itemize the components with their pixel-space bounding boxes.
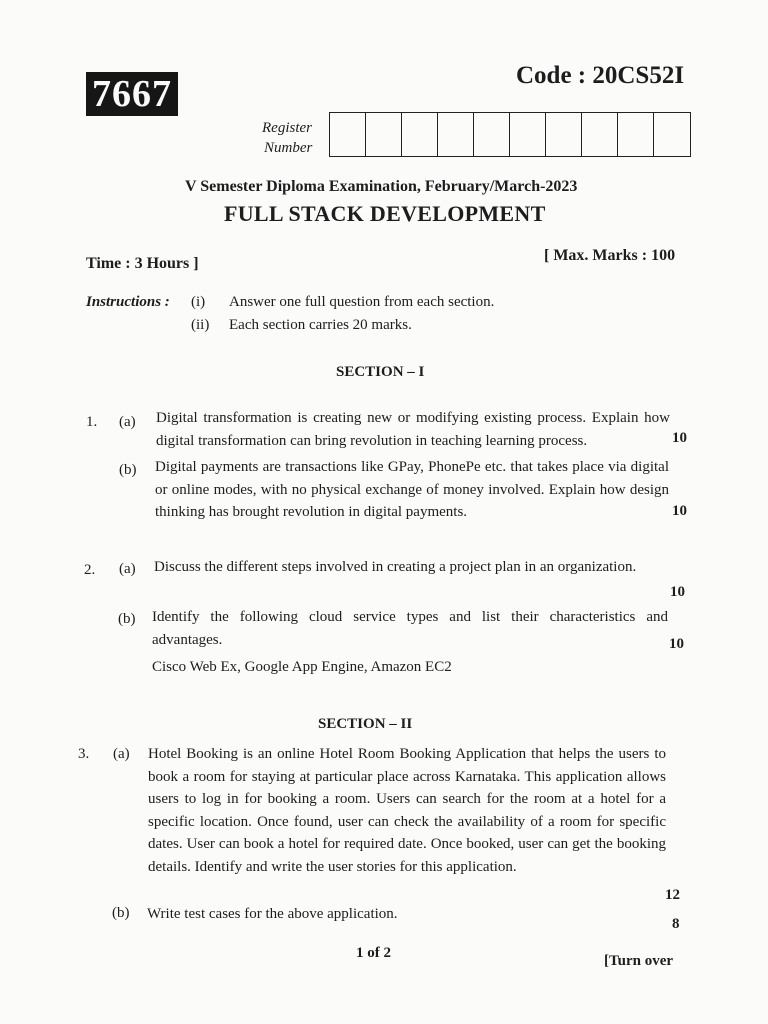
question-part-label: (a) [119, 561, 136, 577]
question-number: 3. [78, 746, 90, 762]
register-digit-box[interactable] [510, 113, 546, 156]
subject-title: FULL STACK DEVELOPMENT [224, 201, 546, 226]
register-digit-box[interactable] [402, 113, 438, 156]
question-marks: 8 [672, 916, 680, 932]
paper-code-badge: 7667 [86, 72, 178, 116]
question-marks: 10 [669, 636, 684, 652]
turn-over-note: [Turn over [604, 953, 674, 969]
course-code: Code : 20CS52I [516, 62, 685, 89]
question-text: Write test cases for the above application. [147, 906, 398, 922]
question-text: Identify the following cloud service types and list their characteristics and advantages. [152, 609, 668, 648]
question-text: Digital payments are transactions like GPay, PhonePe etc. that takes place via digital or online modes, with no physical exchange of money involved. Explain how design thinking has brought revolution in digital payments. [155, 459, 669, 520]
question-part-label: (b) [119, 462, 137, 478]
register-digit-box[interactable] [438, 113, 474, 156]
question-number: 2. [84, 562, 96, 578]
question-part-label: (b) [112, 905, 130, 921]
register-digit-box[interactable] [474, 113, 510, 156]
question-marks: 12 [665, 887, 680, 903]
question-part-label: (a) [113, 746, 130, 762]
question-number: 1. [86, 414, 98, 430]
question-text: Hotel Booking is an online Hotel Room Booking Application that helps the users to book a room for staying at particular place across Karnataka. This application allows users to log in for booking a room. Users can search for the room at a hotel for a specific location. Once found, user can check the availability of a room for specific dates. User can book a hotel for required date. Once booked, user can get the booking details. Identify and write the user stories for this application. [148, 746, 666, 875]
register-digit-box[interactable] [366, 113, 402, 156]
instructions-label: Instructions : [86, 294, 170, 310]
register-digit-box[interactable] [546, 113, 582, 156]
page-number: 1 of 2 [356, 945, 391, 961]
register-number-boxes[interactable] [329, 112, 691, 157]
time-allowed: Time : 3 Hours ] [86, 255, 199, 272]
register-digit-box[interactable] [330, 113, 366, 156]
section-title: SECTION – I [336, 364, 425, 380]
section-title: SECTION – II [318, 716, 413, 732]
question-text: Digital transformation is creating new or modifying existing process. Explain how digital transformation can bring revolution in teaching learning process. [156, 410, 670, 449]
question-part-label: (a) [119, 414, 136, 430]
question-marks: 10 [672, 430, 687, 446]
max-marks: [ Max. Marks : 100 [544, 247, 676, 264]
exam-title: V Semester Diploma Examination, February/March-2023 [185, 178, 578, 195]
question-extra-text: Cisco Web Ex, Google App Engine, Amazon EC2 [152, 659, 452, 675]
register-digit-box[interactable] [654, 113, 690, 156]
question-text: Discuss the different steps involved in creating a project plan in an organization. [154, 559, 637, 575]
question-marks: 10 [670, 584, 685, 600]
register-number-label: Register Number [262, 120, 313, 156]
register-digit-box[interactable] [618, 113, 654, 156]
register-digit-box[interactable] [582, 113, 618, 156]
exam-page: 7667 Code : 20CS52I Register Number V Semester Diploma Examination, February/March-2023 FULL STACK DEVELOPMENT Time : 3 Hours ] [ Max. Marks : 100 Instructions : (i) Answer one full question from each section. (ii) Each section carries 20 marks. SECTION – I 1. (a) Digital transformation is creating new or modifying existing process. Explain how digital transformation can bring revolution in teaching learning process. 10 (b) Digital payments are transactions like GPay, PhonePe etc. that takes place via digital or online modes, with no physical exchange of money involved. Explain how design thinking has brought revolution in digital payments. 10 2. (a) Discuss the different steps involved in creating a project plan in an organization. 10 (b) Identify the following cloud service types and list their characteristics and advantages. 10 Cisco Web Ex, Google App Engine, Amazon EC2 SECTION – II 3. (a) Hotel Booking is an online Hotel Room Booking Application that helps the users to book a room for staying at particular place across Karnataka. This application allows users to log in for booking a room. Users can search for the room at a hotel for a specific location. Once found, user can check the availability of a room for specific dates. User can book a hotel for required date. Once booked, user can get the booking details. Identify and write the user stories for this application. 12 (b) Write test cases for the above application. 8 1 of 2 [Turn over [0, 0, 768, 1024]
question-marks: 10 [672, 503, 687, 519]
question-part-label: (b) [118, 611, 136, 627]
